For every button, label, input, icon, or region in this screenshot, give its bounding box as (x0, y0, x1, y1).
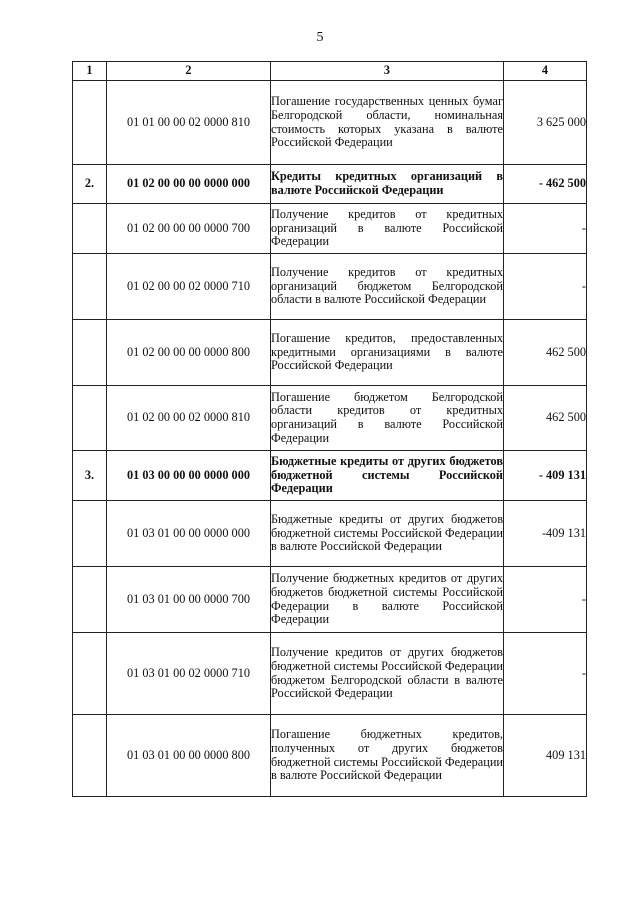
row-amount: - 462 500 (504, 165, 587, 204)
row-description: Получение бюджетных кредитов от других бюджетов бюджетной системы Российской Федерации в валюте Российской Федерации (271, 567, 504, 633)
budget-code: 01 02 00 00 00 0000 000 (107, 165, 271, 204)
table-row (73, 204, 587, 254)
row-number: 2. (73, 165, 107, 204)
budget-code: 01 03 00 00 00 0000 000 (107, 451, 271, 501)
row-number (73, 386, 107, 451)
row-number (73, 633, 107, 715)
row-description: Бюджетные кредиты от других бюджетов бюджетной системы Российской Федерации (271, 451, 504, 501)
row-number: 3. (73, 451, 107, 501)
table-row (73, 386, 587, 451)
budget-code: 01 02 00 00 00 0000 800 (107, 320, 271, 386)
row-amount: - (504, 204, 587, 254)
row-amount: - (504, 633, 587, 715)
page-number: 5 (316, 30, 324, 45)
row-number (73, 320, 107, 386)
column-header-1: 1 (73, 62, 107, 81)
row-description: Получение кредитов от кредитных организаций в валюте Российской Федерации (271, 204, 504, 254)
table-row (73, 715, 587, 797)
table-row (73, 501, 587, 567)
row-number (73, 81, 107, 165)
table-row (73, 81, 587, 165)
budget-code: 01 02 00 00 02 0000 810 (107, 386, 271, 451)
table-row (73, 567, 587, 633)
row-description: Получение кредитов от других бюджетов бюджетной системы Российской Федерации бюджетом Белгородской области в валюте Российской Федерации (271, 633, 504, 715)
table-row (73, 451, 587, 501)
row-number (73, 567, 107, 633)
header-row (73, 62, 587, 81)
row-amount: - (504, 567, 587, 633)
table-row (73, 254, 587, 320)
row-amount: - 409 131 (504, 451, 587, 501)
row-number (73, 501, 107, 567)
budget-code: 01 03 01 00 02 0000 710 (107, 633, 271, 715)
budget-code: 01 03 01 00 00 0000 700 (107, 567, 271, 633)
row-description: Погашение бюджетных кредитов, полученных от других бюджетов бюджетной системы Российской Федерации в валюте Российской Федерации (271, 715, 504, 797)
budget-code: 01 01 00 00 02 0000 810 (107, 81, 271, 165)
row-description: Бюджетные кредиты от других бюджетов бюджетной системы Российской Федерации в валюте Российской Федерации (271, 501, 504, 567)
row-number (73, 715, 107, 797)
budget-code: 01 02 00 00 00 0000 700 (107, 204, 271, 254)
column-header-2: 2 (107, 62, 271, 81)
row-description: Погашение государственных ценных бумаг Белгородской области, номинальная стоимость которых указана в валюте Российской Федерации (271, 81, 504, 165)
row-description: Погашение бюджетом Белгородской области кредитов от кредитных организаций в валюте Российской Федерации (271, 386, 504, 451)
row-amount: 462 500 (504, 386, 587, 451)
column-header-3: 3 (271, 62, 504, 81)
budget-code: 01 02 00 00 02 0000 710 (107, 254, 271, 320)
row-description: Кредиты кредитных организаций в валюте Российской Федерации (271, 165, 504, 204)
table-body (73, 81, 587, 797)
row-amount: -409 131 (504, 501, 587, 567)
table-row (73, 165, 587, 204)
row-amount: 462 500 (504, 320, 587, 386)
budget-code: 01 03 01 00 00 0000 800 (107, 715, 271, 797)
budget-sources-table (72, 61, 587, 797)
budget-code: 01 03 01 00 00 0000 000 (107, 501, 271, 567)
table-row (73, 633, 587, 715)
table-row (73, 320, 587, 386)
row-number (73, 254, 107, 320)
row-amount: - (504, 254, 587, 320)
row-number (73, 204, 107, 254)
row-description: Погашение кредитов, предоставленных кредитными организациями в валюте Российской Федерации (271, 320, 504, 386)
row-amount: 409 131 (504, 715, 587, 797)
row-description: Получение кредитов от кредитных организаций бюджетом Белгородской области в валюте Российской Федерации (271, 254, 504, 320)
row-amount: 3 625 000 (504, 81, 587, 165)
column-header-4: 4 (504, 62, 587, 81)
